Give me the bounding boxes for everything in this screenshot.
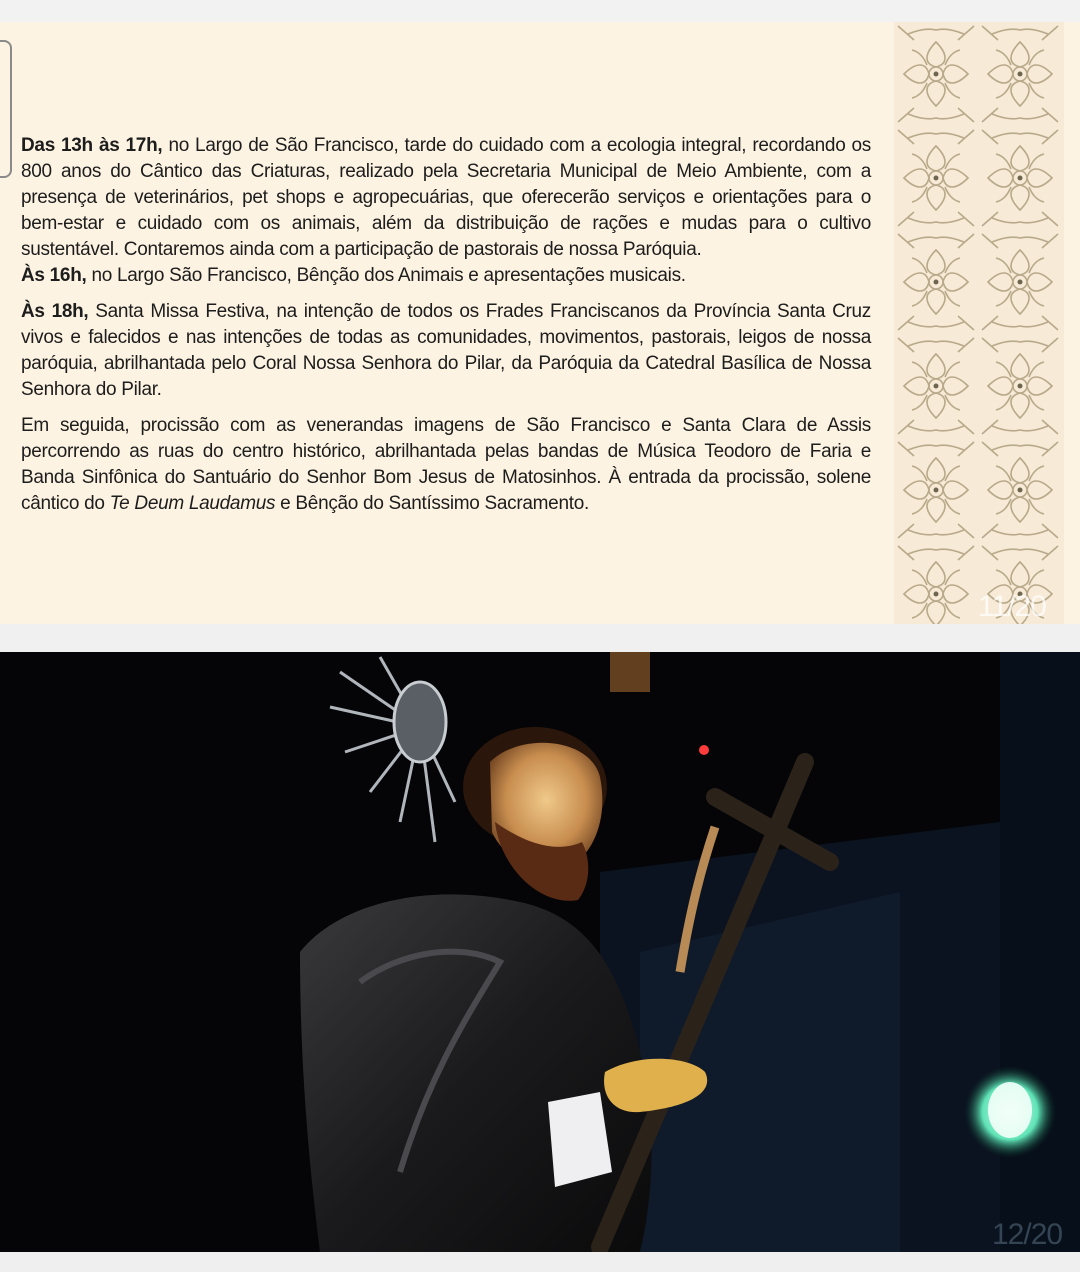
paragraph-procession: Em seguida, procissão com as venerandas imagens de São Francisco e Santa Clara de Assis percorrendo as ruas do centro histórico, abrilhantada pelas bandas de Música Teodoro de Faria e Banda Sinfônica do Santuário do Senhor Bom Jesus de Matosinhos. À entrada da procissão, solene cântico do Te Deum Laudamus e Bênção do Santíssimo Sacramento. <box>21 415 871 514</box>
slide-divider <box>0 624 1080 652</box>
slide-text-page[interactable] <box>0 22 1080 624</box>
previous-slide-edge[interactable] <box>0 40 12 178</box>
paragraph-18h: Às 18h, Santa Missa Festiva, na intenção de todos os Frades Franciscanos da Província Santa Cruz vivos e falecidos e nas intenções de todas as comunidades, movimentos, pastorais, leigos de nossa paróquia, abrilhantada pelo Coral Nossa Senhora do Pilar, da Paróquia da Catedral Basílica de Nossa Senhora do Pilar. <box>21 301 871 400</box>
saint-francis-statue-icon <box>0 652 1080 1252</box>
time-13h: Das 13h às 17h, <box>21 135 163 156</box>
program-text <box>21 133 871 517</box>
photo-slide-counter: 12/20 <box>992 1218 1063 1251</box>
time-16h: Às 16h, <box>21 265 87 286</box>
paragraph-13h: Das 13h às 17h, no Largo de São Francisco, tarde do cuidado com a ecologia integral, recordando os 800 anos do Cântico das Criaturas, realizado pela Secretaria Municipal de Meio Ambiente, com a presença de veterinários, pet shops e agropecuárias, que oferecerão serviços e orientações para o bem-estar e cuidado com os animais, além da distribuição de rações e mudas para o cultivo sustentável. Contaremos ainda com a participação de pastorais de nossa Paróquia. <box>21 135 871 260</box>
paragraph-16h: Às 16h, no Largo São Francisco, Bênção dos Animais e apresentações musicais. <box>21 265 686 286</box>
bottom-bar <box>0 1252 1080 1272</box>
slide-counter: 11/20 <box>978 590 1046 623</box>
time-18h: Às 18h, <box>21 301 89 322</box>
floral-lattice-ornament-icon <box>894 22 1064 624</box>
slide-photo-page[interactable] <box>0 652 1080 1252</box>
top-bar <box>0 0 1080 22</box>
te-deum-title: Te Deum Laudamus <box>109 493 276 514</box>
